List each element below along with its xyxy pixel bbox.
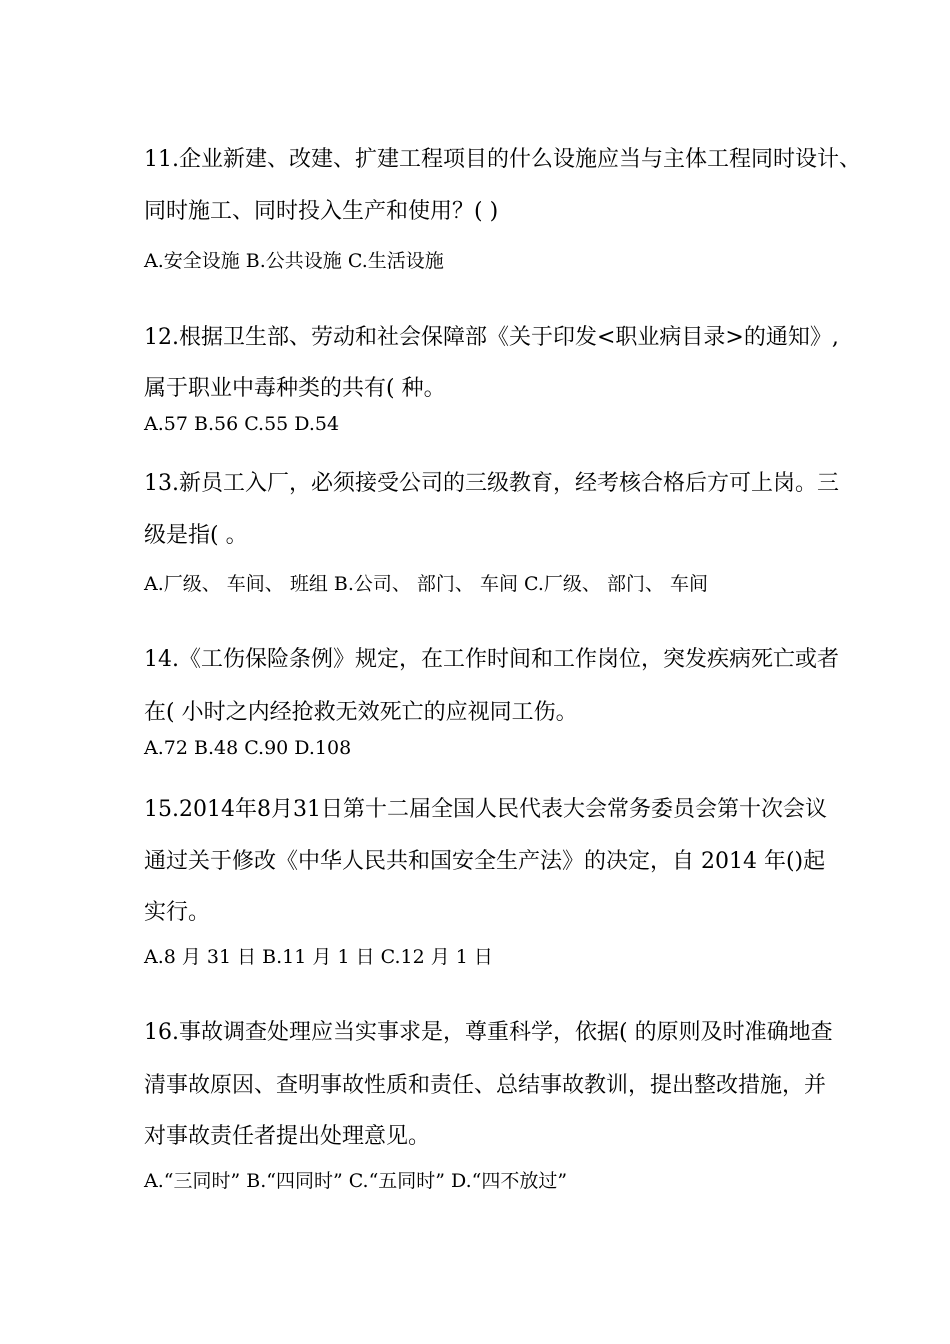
question-11-text-line-1: 11.企业新建、改建、扩建工程项目的什么设施应当与主体工程同时设计、	[144, 147, 861, 172]
question-16-text-line-3: 对事故责任者提出处理意见。	[144, 1124, 431, 1149]
question-16-options: A.“三同时” B.“四同时” C.“五同时” D.“四不放过”	[144, 1170, 568, 1192]
question-16-text-line-2: 清事故原因、查明事故性质和责任、总结事故教训，提出整改措施，并	[144, 1073, 827, 1098]
question-11-options: A.安全设施 B.公共设施 C.生活设施	[144, 250, 444, 272]
question-14-text-line-1: 14.《工伤保险条例》规定，在工作时间和工作岗位，突发疾病死亡或者	[144, 647, 839, 672]
question-15-options: A.8 月 31 日 B.11 月 1 日 C.12 月 1 日	[144, 946, 493, 968]
question-14-options: A.72 B.48 C.90 D.108	[144, 737, 352, 759]
question-13-options: A.厂级、 车间、 班组 B.公司、 部门、 车间 C.厂级、 部门、 车间	[144, 573, 708, 595]
question-16-text-line-1: 16.事故调查处理应当实事求是，尊重科学，依据( 的原则及时准确地查	[144, 1020, 833, 1045]
question-13-text-line-1: 13.新员工入厂，必须接受公司的三级教育，经考核合格后方可上岗。三	[144, 471, 839, 496]
question-15-text-line-1: 15.2014年8月31日第十二届全国人民代表大会常务委员会第十次会议	[144, 797, 827, 822]
question-15-text-line-2: 通过关于修改《中华人民共和国安全生产法》的决定，自 2014 年()起	[144, 849, 826, 874]
question-12-options: A.57 B.56 C.55 D.54	[144, 413, 340, 435]
question-15-text-line-3: 实行。	[144, 900, 211, 925]
question-14-text-line-2: 在( 小时之内经抢救无效死亡的应视同工伤。	[144, 700, 578, 725]
question-12-text-line-2: 属于职业中毒种类的共有( 种。	[144, 376, 446, 401]
question-12-text-line-1: 12.根据卫生部、劳动和社会保障部《关于印发<职业病目录>的通知》,	[144, 325, 839, 350]
question-13-text-line-2: 级是指( 。	[144, 523, 248, 548]
question-11-text-line-2: 同时施工、同时投入生产和使用？( )	[144, 199, 499, 224]
